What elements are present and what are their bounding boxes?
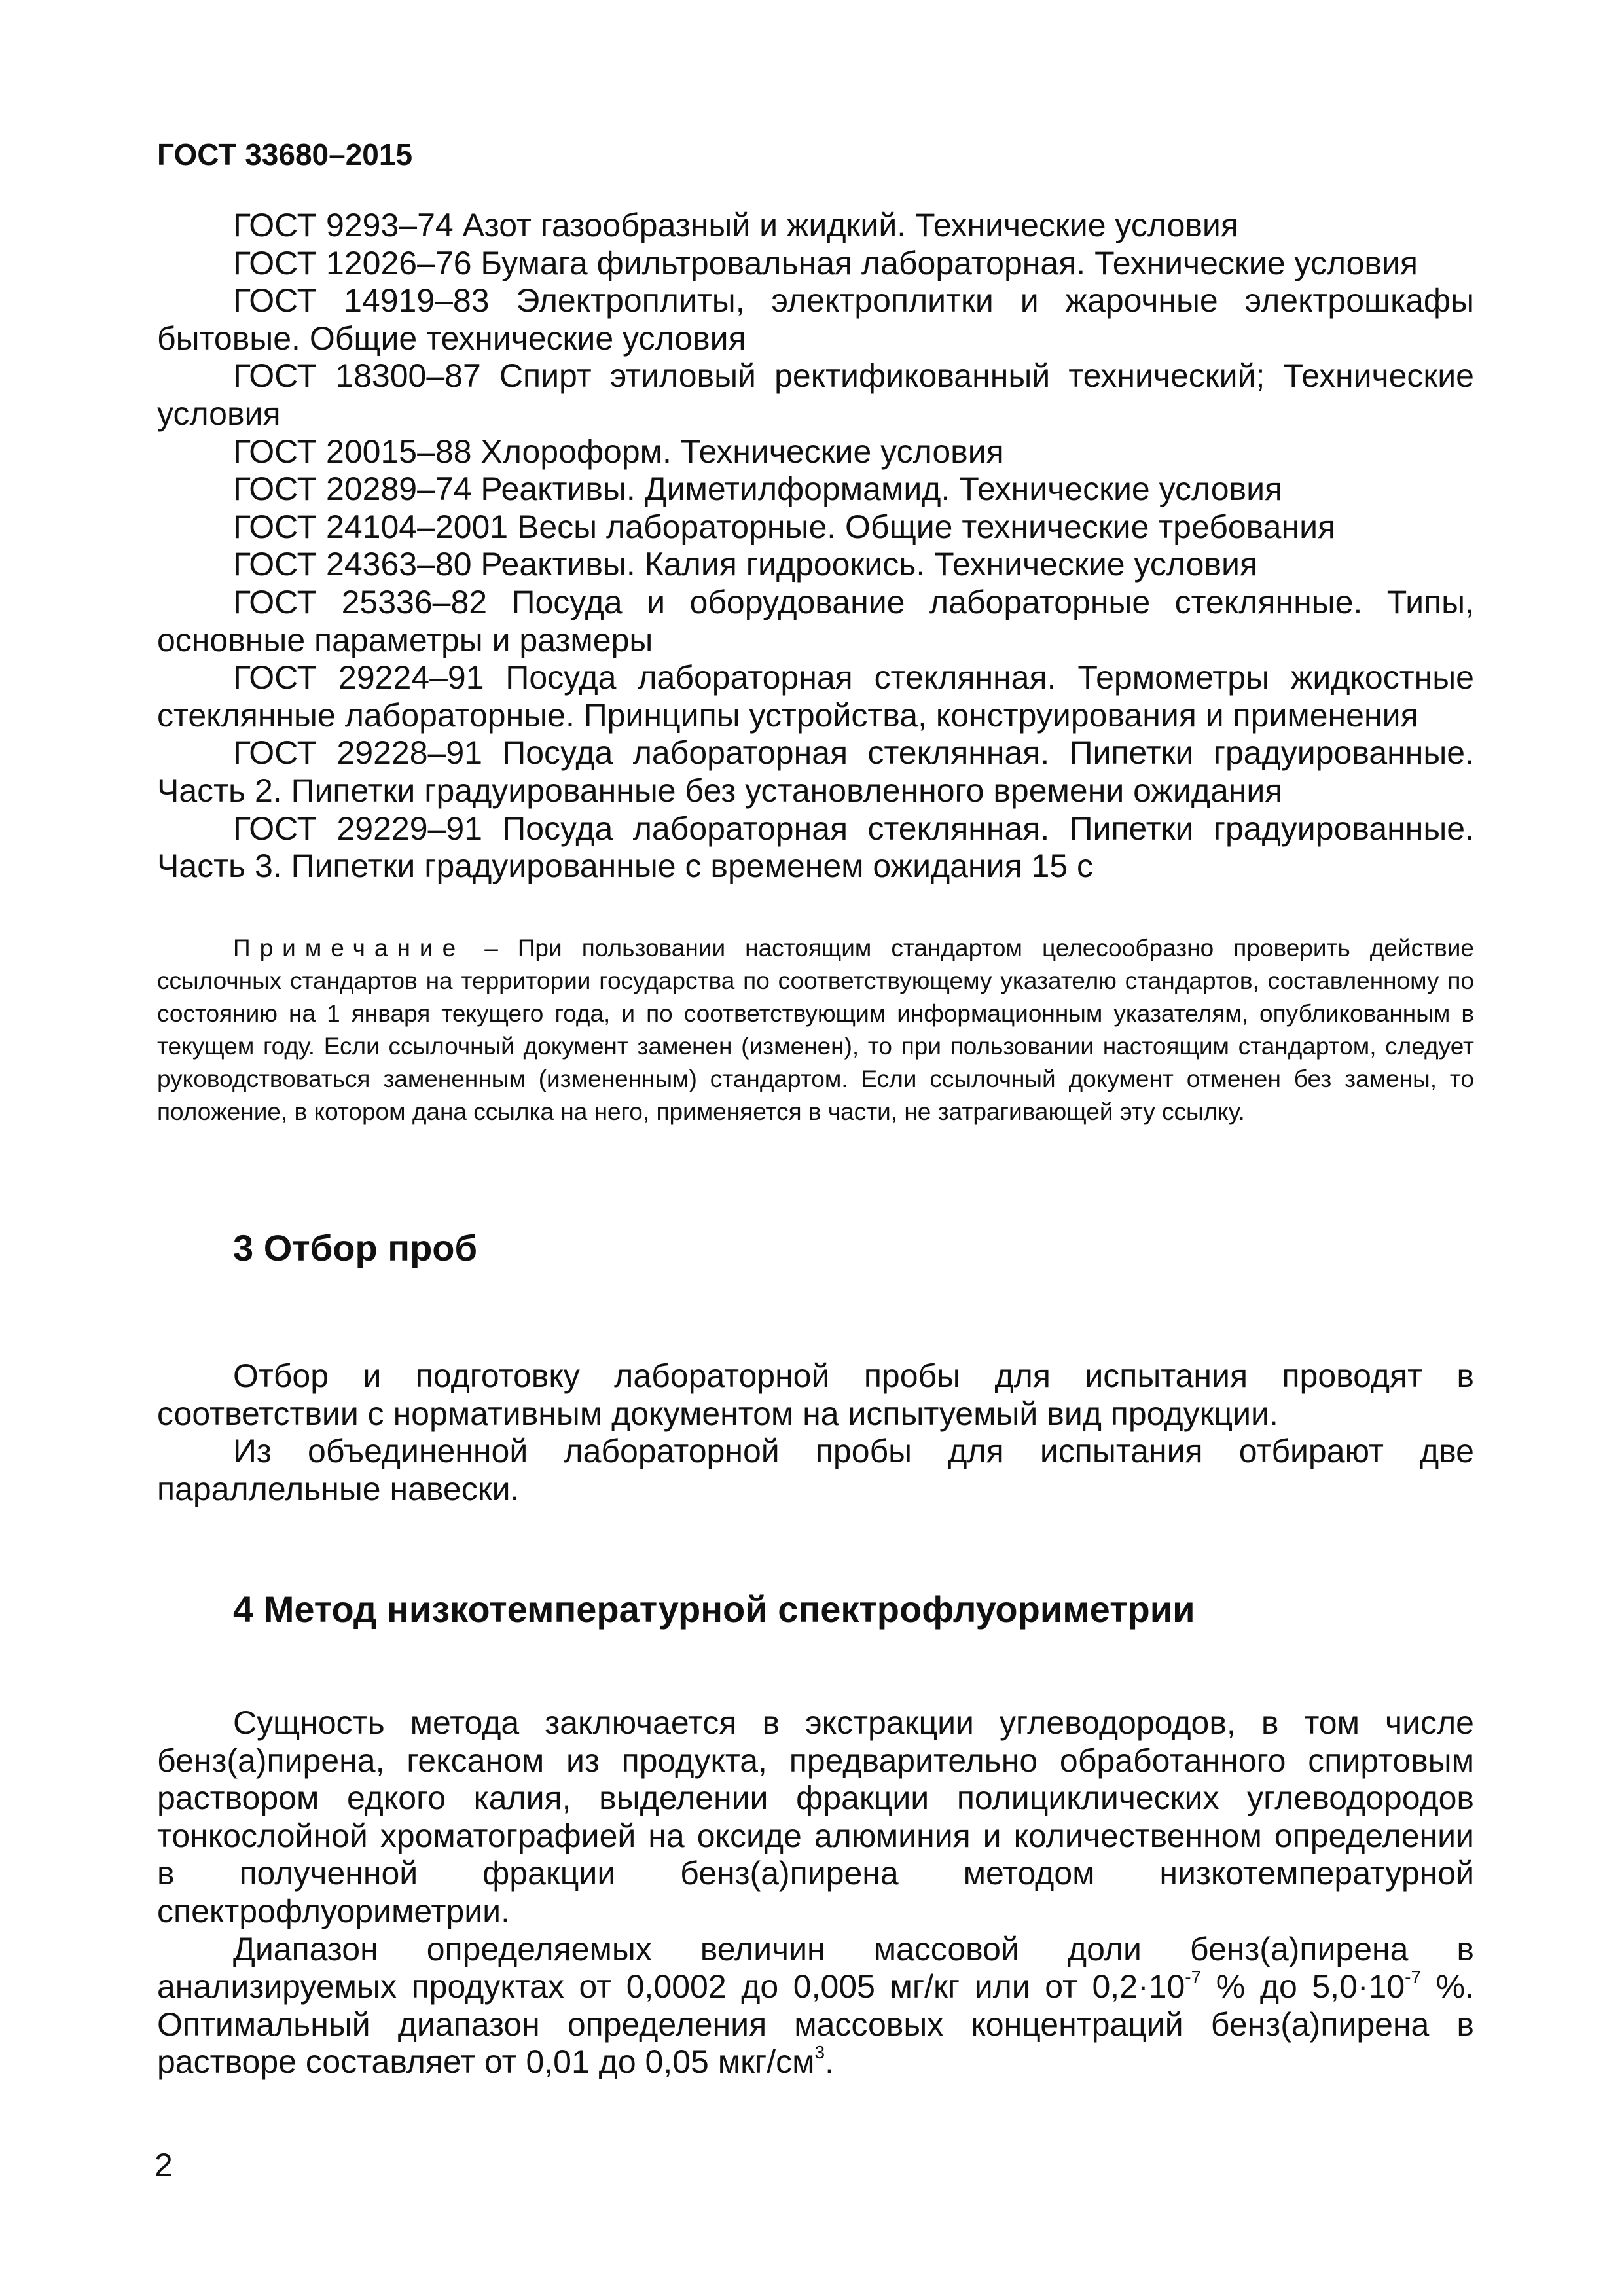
reference-item: ГОСТ 29228–91 Посуда лабораторная стеклянная. Пипетки градуированные. Часть 2. Пипетки градуированные без установленного времени ожидания [157, 734, 1474, 809]
text-run: . [825, 2043, 834, 2081]
document-id: ГОСТ 33680–2015 [157, 137, 413, 171]
range-paragraph [157, 1931, 1474, 2081]
reference-item: ГОСТ 20015–88 Хлороформ. Технические условия [233, 433, 1004, 470]
superscript: -7 [1185, 1967, 1202, 1988]
paragraph: Отбор и подготовку лабораторной пробы для испытания проводят в соответствии с нормативным документом на испытуемый вид продукции. [157, 1357, 1474, 1432]
text-run: % до 5,0·10 [1201, 1968, 1405, 2005]
section-4-body [157, 1704, 1474, 2081]
page-number: 2 [154, 2147, 173, 2183]
text-run: %. Оптимальный диапазон определения массовых концентраций бенз(а)пирена в растворе составляет от 0,01 до 0,05 мкг/см [157, 1968, 1474, 2081]
section-3-body [157, 1357, 1474, 1508]
text-run: Диапазон определяемых величин массовой доли бенз(а)пирена в анализируемых продуктах от 0,0002 до 0,005 мг/кг или от 0,2·10 [157, 1930, 1474, 2005]
reference-item: ГОСТ 12026–76 Бумага фильтровальная лабораторная. Технические условия [233, 244, 1418, 281]
reference-item: ГОСТ 9293–74 Азот газообразный и жидкий. Технические условия [233, 207, 1238, 243]
note-text: – При пользовании настоящим стандартом целесообразно проверить действие ссылочных стандартов на территории государства по соответствующему указателю стандартов, составленному по состоянию на 1 января текущего года, и по соответствующим информационным указателям, опубликованным в текущем году. Если ссылочный документ заменен (изменен), то при пользовании настоящим стандартом, следует руководствоваться замененным (измененным) стандартом. Если ссылочный документ отменен без замены, то положение, в котором дана ссылка на него, применяется в части, не затрагивающей эту ссылку. [157, 935, 1474, 1125]
reference-item: ГОСТ 24104–2001 Весы лабораторные. Общие технические требования [233, 508, 1336, 545]
section-3-heading: 3 Отбор проб [233, 1227, 478, 1268]
reference-item: ГОСТ 29229–91 Посуда лабораторная стеклянная. Пипетки градуированные. Часть 3. Пипетки градуированные с временем ожидания 15 с [157, 810, 1474, 885]
superscript: 3 [814, 2042, 825, 2063]
reference-item: ГОСТ 24363–80 Реактивы. Калия гидроокись. Технические условия [233, 546, 1258, 583]
note-paragraph [157, 932, 1474, 1128]
reference-item: ГОСТ 25336–82 Посуда и оборудование лабораторные стеклянные. Типы, основные параметры и размеры [157, 583, 1474, 658]
paragraph: Сущность метода заключается в экстракции углеводородов, в том числе бенз(а)пирена, гексаном из продукта, предварительно обработанного спиртовым раствором едкого калия, выделении фракции полициклических углеводородов тонкослойной хроматографией на оксиде алюминия и количественном определении в полученной фракции бенз(а)пирена методом низкотемпературной спектрофлуориметрии. [157, 1704, 1474, 1929]
reference-item: ГОСТ 18300–87 Спирт этиловый ректификованный технический; Технические условия [157, 357, 1474, 432]
reference-item: ГОСТ 20289–74 Реактивы. Диметилформамид. Технические условия [233, 471, 1283, 508]
note-label: Примечание [233, 935, 465, 961]
normative-references [157, 207, 1474, 886]
paragraph: Из объединенной лабораторной пробы для испытания отбирают две параллельные навески. [157, 1433, 1474, 1507]
reference-item: ГОСТ 14919–83 Электроплиты, электроплитки и жарочные электрошкафы бытовые. Общие технические условия [157, 282, 1474, 357]
section-4-heading: 4 Метод низкотемпературной спектрофлуориметрии [233, 1588, 1195, 1630]
superscript: -7 [1405, 1967, 1422, 1988]
reference-item: ГОСТ 29224–91 Посуда лабораторная стеклянная. Термометры жидкостные стеклянные лабораторные. Принципы устройства, конструирования и применения [157, 659, 1474, 734]
